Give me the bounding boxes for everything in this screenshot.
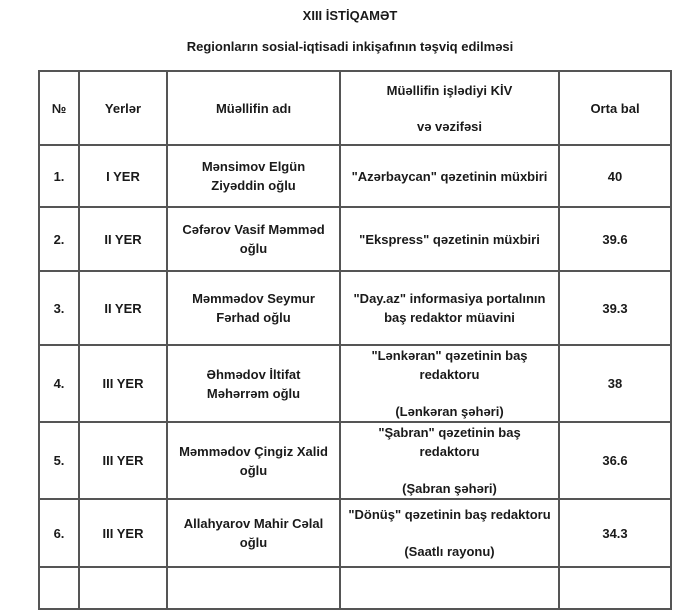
row-media-outlet: "Ekspress" qəzetinin müxbiri: [359, 231, 540, 247]
column-header-media-line2: və vəzifəsi: [416, 118, 483, 134]
row-score: 38: [559, 345, 671, 422]
table-row: [39, 422, 671, 499]
row-media-outlet: "Lənkəran" qəzetinin baş redaktoru: [371, 348, 528, 382]
row-media-outlet: "Dönüş" qəzetinin baş redaktoru: [348, 507, 551, 522]
row-author: Əhmədov İltifat Məhərrəm oğlu: [167, 345, 340, 422]
table-row: [39, 145, 671, 207]
row-place: III YER: [79, 345, 167, 422]
column-header-media: [340, 71, 559, 145]
row-cell-empty: [79, 567, 167, 609]
document-title: XIII İSTİQAMƏT: [302, 8, 398, 23]
column-header-place: Yerlər: [79, 71, 167, 145]
row-cell-empty: [39, 567, 79, 609]
table-row: [39, 345, 671, 422]
table-row-cutoff: [39, 567, 671, 609]
row-number: 4.: [39, 345, 79, 422]
row-media-outlet: "Day.az" informasiya portalının baş redaktor müavini: [353, 291, 546, 325]
row-number: 6.: [39, 499, 79, 567]
row-author: Məmmədov Çingiz Xalid oğlu: [167, 422, 340, 499]
row-place: I YER: [79, 145, 167, 207]
row-cell-empty: [559, 567, 671, 609]
row-number: 1.: [39, 145, 79, 207]
row-author: Cəfərov Vasif Məmməd oğlu: [167, 207, 340, 271]
row-media-outlet: "Şabran" qəzetinin baş redaktoru: [378, 425, 521, 459]
document-subtitle: Regionların sosial-iqtisadi inkişafının təşviq edilməsi: [186, 39, 514, 54]
row-score: 39.6: [559, 207, 671, 271]
row-media-location: (Lənkəran şəhəri): [395, 404, 504, 419]
row-author: Mənsimov Elgün Ziyəddin oğlu: [167, 145, 340, 207]
row-place: III YER: [79, 422, 167, 499]
row-cell-empty: [340, 567, 559, 609]
table-header-row: [39, 71, 671, 145]
row-media: [340, 499, 559, 567]
row-score: 39.3: [559, 271, 671, 345]
column-header-media-line1: Müəllifin işlədiyi KİV: [386, 82, 513, 98]
row-author: Məmmədov Seymur Fərhad oğlu: [167, 271, 340, 345]
column-header-author: Müəllifin adı: [167, 71, 340, 145]
row-media: [340, 145, 559, 207]
row-place: II YER: [79, 207, 167, 271]
row-score: 40: [559, 145, 671, 207]
table-row: [39, 499, 671, 567]
row-media-location: (Şabran şəhəri): [402, 481, 497, 496]
row-number: 3.: [39, 271, 79, 345]
row-score: 34.3: [559, 499, 671, 567]
row-media: [340, 271, 559, 345]
row-media: [340, 345, 559, 422]
row-number: 2.: [39, 207, 79, 271]
row-media: [340, 422, 559, 499]
results-table: [38, 70, 672, 610]
row-media: [340, 207, 559, 271]
column-header-number: №: [39, 71, 79, 145]
table-row: [39, 207, 671, 271]
column-header-score: Orta bal: [559, 71, 671, 145]
table-row: [39, 271, 671, 345]
row-place: III YER: [79, 499, 167, 567]
row-author: Allahyarov Mahir Cəlal oğlu: [167, 499, 340, 567]
row-score: 36.6: [559, 422, 671, 499]
row-place: II YER: [79, 271, 167, 345]
row-cell-empty: [167, 567, 340, 609]
row-media-outlet: "Azərbaycan" qəzetinin müxbiri: [351, 168, 548, 184]
row-number: 5.: [39, 422, 79, 499]
row-media-location: (Saatlı rayonu): [404, 544, 495, 559]
